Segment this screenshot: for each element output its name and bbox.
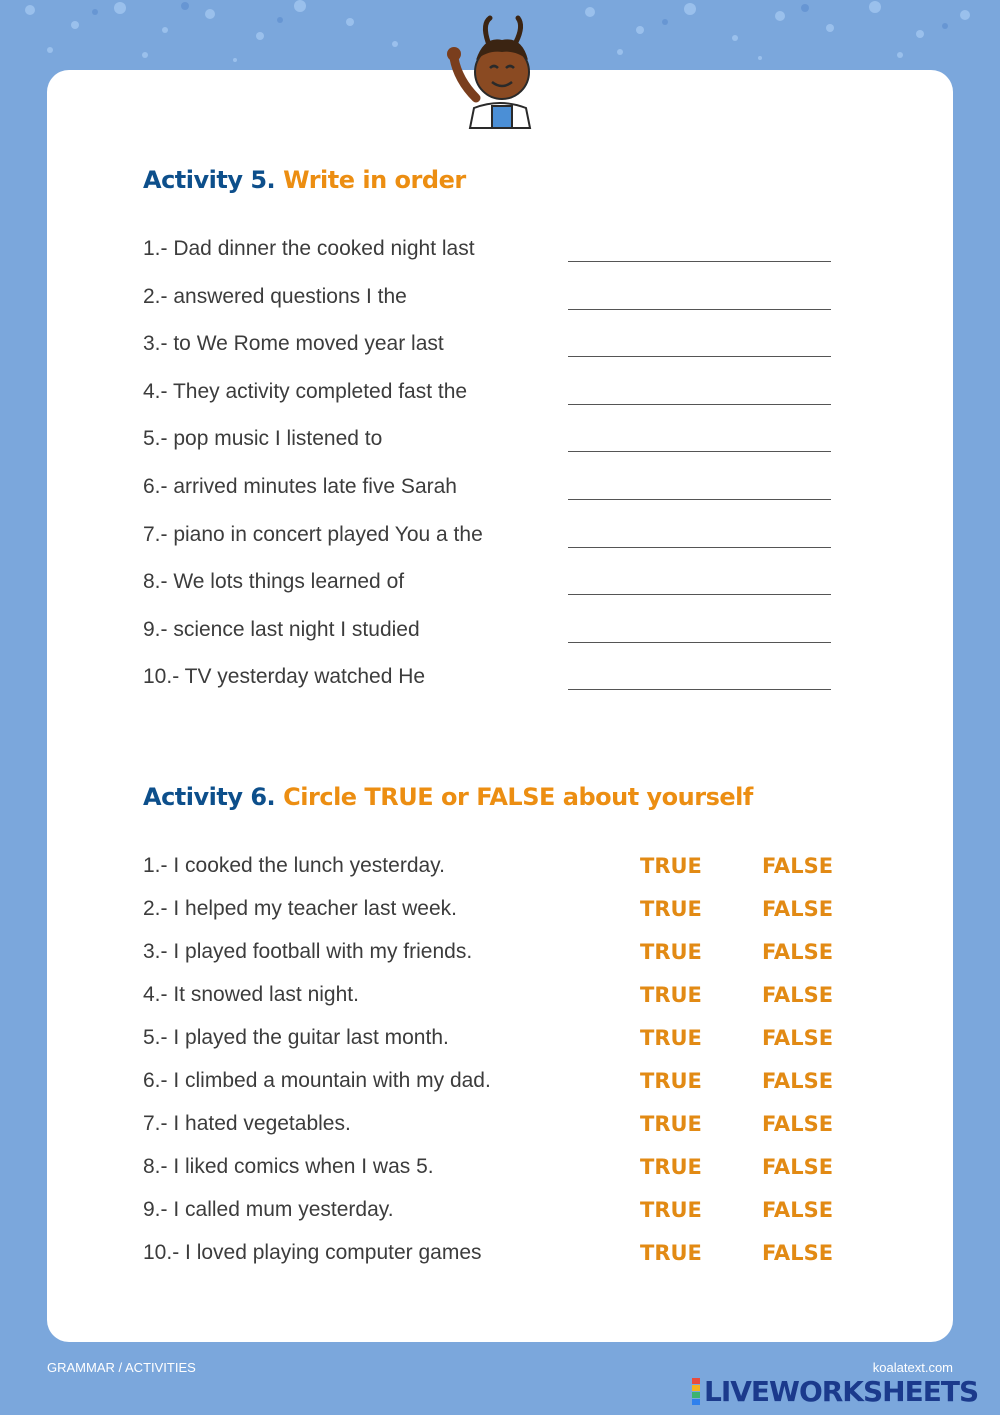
activity5-item: 8.- We lots things learned of (143, 570, 405, 594)
false-option[interactable]: FALSE (762, 1198, 834, 1222)
true-option[interactable]: TRUE (640, 1026, 702, 1050)
false-option[interactable]: FALSE (762, 1241, 834, 1265)
activity6-statement: 8.- I liked comics when I was 5. (143, 1155, 434, 1178)
activity5-item: 2.- answered questions I the (143, 284, 407, 308)
false-option[interactable]: FALSE (762, 1069, 834, 1093)
false-option[interactable]: FALSE (762, 854, 834, 878)
activity6-statement: 5.- I played the guitar last month. (143, 1026, 449, 1049)
answer-blank-line[interactable] (568, 594, 831, 595)
activity6-number: Activity 6. (143, 783, 276, 811)
true-option[interactable]: TRUE (640, 1069, 702, 1093)
activity5-item: 6.- arrived minutes late five Sarah (143, 475, 457, 498)
answer-blank-line[interactable] (568, 547, 831, 548)
true-option[interactable]: TRUE (640, 1198, 702, 1222)
activity6-statement: 3.- I played football with my friends. (143, 940, 473, 963)
true-option[interactable]: TRUE (640, 1155, 702, 1179)
false-option[interactable]: FALSE (762, 1155, 834, 1179)
false-option[interactable]: FALSE (762, 1112, 834, 1136)
activity5-item: 4.- They activity completed fast the (143, 379, 468, 403)
activity6-heading (143, 783, 753, 811)
activity5-item: 1.- Dad dinner the cooked night last (143, 237, 475, 260)
true-option[interactable]: TRUE (640, 1241, 702, 1265)
true-option[interactable]: TRUE (640, 854, 702, 878)
answer-blank-line[interactable] (568, 451, 831, 452)
answer-blank-line[interactable] (568, 261, 831, 262)
answer-blank-line[interactable] (568, 642, 831, 643)
false-option[interactable]: FALSE (762, 897, 834, 921)
true-option[interactable]: TRUE (640, 1112, 702, 1136)
false-option[interactable]: FALSE (762, 1026, 834, 1050)
activity5-number: Activity 5. (143, 166, 276, 194)
false-option[interactable]: FALSE (762, 983, 834, 1007)
activity5-item: 7.- piano in concert played You a the (143, 522, 483, 546)
answer-blank-line[interactable] (568, 404, 831, 405)
answer-blank-line[interactable] (568, 309, 831, 310)
activity6-statement: 1.- I cooked the lunch yesterday. (143, 854, 445, 877)
answer-blank-line[interactable] (568, 499, 831, 500)
activity6-statement: 10.- I loved playing computer games (143, 1241, 482, 1264)
activity5-item: 10.- TV yesterday watched He (143, 665, 426, 689)
liveworksheets-logo (692, 1374, 978, 1408)
activity6-statement: 4.- It snowed last night. (143, 983, 359, 1006)
true-option[interactable]: TRUE (640, 940, 702, 964)
activity5-item: 3.- to We Rome moved year last (143, 332, 444, 356)
activity6-statement: 2.- I helped my teacher last week. (143, 897, 457, 920)
activity5-item: 5.- pop music I listened to (143, 427, 383, 451)
true-option[interactable]: TRUE (640, 897, 702, 921)
activity6-statement: 7.- I hated vegetables. (143, 1112, 351, 1135)
activity6-statement: 6.- I climbed a mountain with my dad. (143, 1069, 491, 1092)
activity5-item: 9.- science last night I studied (143, 617, 420, 641)
activity5-instruction: Write in order (283, 166, 466, 194)
answer-blank-line[interactable] (568, 356, 831, 357)
waving-kid-icon (440, 10, 560, 130)
true-option[interactable]: TRUE (640, 983, 702, 1007)
false-option[interactable]: FALSE (762, 940, 834, 964)
live-badge-icon (692, 1378, 700, 1405)
activity6-statement: 9.- I called mum yesterday. (143, 1198, 394, 1221)
footer-category: GRAMMAR / ACTIVITIES (47, 1360, 196, 1375)
activity5-heading (143, 166, 466, 194)
brand-text: LIVEWORKSHEETS (704, 1374, 979, 1408)
answer-blank-line[interactable] (568, 689, 831, 690)
activity6-instruction: Circle TRUE or FALSE about yourself (283, 783, 753, 811)
footer-site: koalatext.com (872, 1360, 953, 1375)
